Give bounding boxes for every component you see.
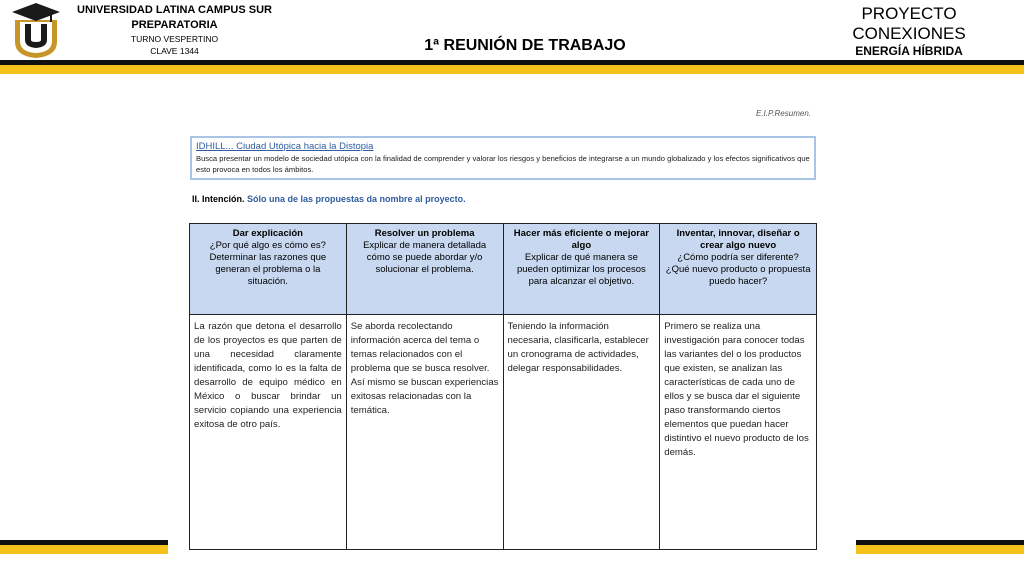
document-reference: E.I.P.Resumen. bbox=[756, 109, 811, 118]
project-summary-text: Busca presentar un modelo de sociedad utópica con la finalidad de comprender y valorar los riesgos y beneficios de integrarse a un mundo globalizado y los efectos significativos que esto provoca en todos los ámbitos. bbox=[196, 154, 810, 174]
column-title: Hacer más eficiente o mejorar algo bbox=[513, 228, 649, 251]
column-description: ¿Por qué algo es cómo es? Determinar las razones que generan el problema o la situación. bbox=[209, 240, 327, 287]
column-header bbox=[190, 224, 347, 315]
clave-label: CLAVE 1344 bbox=[150, 46, 199, 56]
table-header-row bbox=[190, 224, 817, 315]
meeting-title: 1ª REUNIÓN DE TRABAJO bbox=[424, 37, 626, 54]
header-gold-band bbox=[0, 65, 1024, 74]
column-description: Explicar de manera detallada cómo se puede abordar y/o solucionar el problema. bbox=[363, 240, 487, 275]
table-row bbox=[190, 315, 817, 550]
project-summary-title: IDHILL... Ciudad Utópica hacia la Distopia bbox=[196, 141, 374, 152]
column-header bbox=[503, 224, 660, 315]
column-description: Explicar de qué manera se pueden optimizar los procesos para alcanzar el objetivo. bbox=[516, 252, 646, 287]
school-level: PREPARATORIA bbox=[131, 19, 218, 31]
school-info bbox=[62, 3, 287, 57]
column-title: Dar explicación bbox=[232, 228, 303, 239]
intention-text: Sólo una de las propuestas da nombre al proyecto. bbox=[247, 194, 466, 204]
project-title: PROYECTO CONEXIONES bbox=[852, 4, 966, 43]
footer-band-right bbox=[856, 540, 1024, 554]
column-title: Inventar, innovar, diseñar o crear algo nuevo bbox=[676, 228, 800, 251]
table-cell: Teniendo la información necesaria, clasificarla, establecer un cronograma de actividades, delegar responsabilidades. bbox=[503, 315, 660, 550]
intention-table bbox=[189, 223, 817, 550]
column-header bbox=[346, 224, 503, 315]
table-cell: La razón que detona el desarrollo de los proyectos es que parten de una necesidad claramente identificada, como lo es la falta de desarrollo de equipo médico en México o buscar brindar un servicio copiando una experiencia exitosa de otro país. bbox=[190, 315, 347, 550]
footer-band-left bbox=[0, 540, 168, 554]
project-subtitle: ENERGÍA HÍBRIDA bbox=[855, 44, 963, 58]
intention-heading bbox=[192, 194, 466, 204]
column-header bbox=[660, 224, 817, 315]
table-cell: Se aborda recolectando información acerca del tema o temas relacionados con el problema que se busca resolver. Así mismo se buscan experiencias exitosas relacionadas con la temática. bbox=[346, 315, 503, 550]
university-logo bbox=[10, 2, 62, 60]
column-description: ¿Cómo podría ser diferente? ¿Qué nuevo producto o propuesta puedo hacer? bbox=[665, 252, 811, 287]
table-cell: Primero se realiza una investigación para conocer todas las variantes del o los productos que existen, se analizan las características de cada uno de ellos y se busca dar el siguiente paso transformando ciertos elementos que puedan hacer distintivo el nuevo producto de los demás. bbox=[660, 315, 817, 550]
column-title: Resolver un problema bbox=[374, 228, 475, 239]
shift-label: TURNO VESPERTINO bbox=[130, 34, 219, 44]
intention-label: II. Intención. bbox=[192, 194, 245, 204]
project-summary-box bbox=[190, 136, 816, 180]
school-name: UNIVERSIDAD LATINA CAMPUS SUR bbox=[77, 4, 272, 16]
